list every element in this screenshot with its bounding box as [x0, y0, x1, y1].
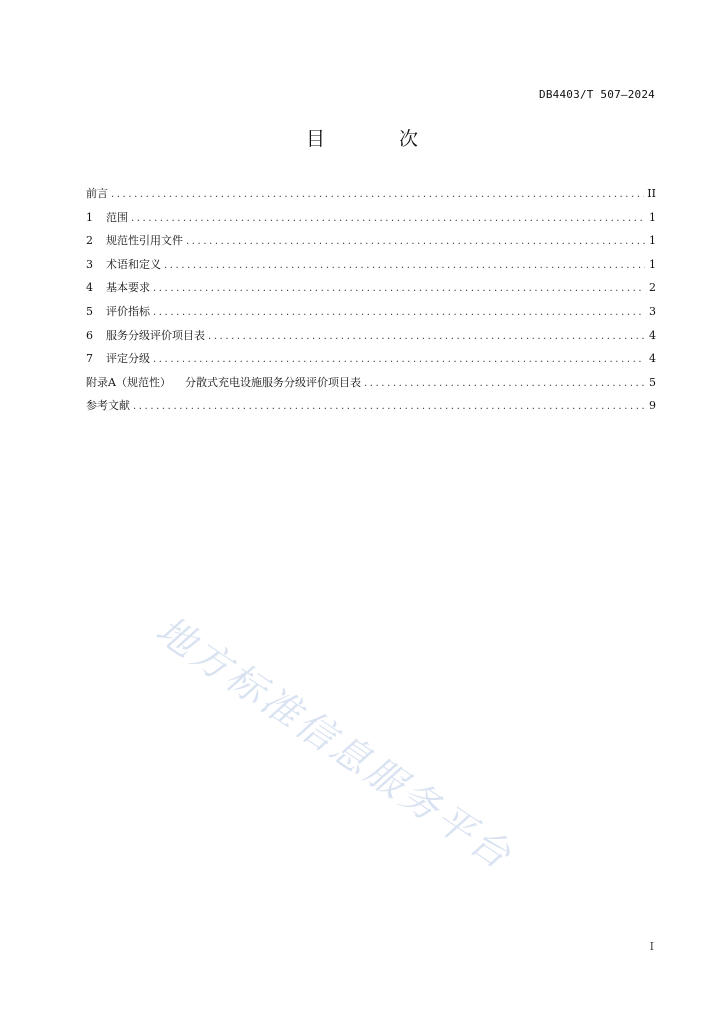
- toc-entry-normative-references[interactable]: [86, 229, 656, 253]
- toc-leader-dots: [153, 301, 645, 325]
- toc-leader-dots: [111, 183, 644, 207]
- table-of-contents: [86, 182, 656, 418]
- toc-entry-label: 评定分级: [106, 352, 150, 366]
- toc-leader-dots: [153, 277, 645, 301]
- toc-entry-page: 1: [649, 234, 656, 248]
- toc-entry-rating-classification[interactable]: [86, 347, 656, 371]
- toc-entry-appendix-a[interactable]: [86, 371, 656, 395]
- toc-entry-number: 6: [86, 328, 93, 342]
- toc-entry-number: 5: [86, 304, 93, 318]
- toc-entry-foreword[interactable]: [86, 182, 656, 206]
- toc-entry-basic-requirements[interactable]: [86, 276, 656, 300]
- toc-entry-page: 4: [649, 352, 656, 366]
- toc-title: 目 次: [305, 128, 453, 150]
- toc-entry-page: 2: [649, 281, 656, 295]
- toc-entry-number: 2: [86, 234, 93, 248]
- toc-entry-page: II: [647, 187, 656, 200]
- toc-entry-page: 1: [649, 257, 656, 271]
- toc-entry-label: 前言: [86, 187, 108, 200]
- toc-entry-number: 7: [86, 352, 93, 366]
- toc-entry-page: 3: [649, 304, 656, 318]
- toc-leader-dots: [186, 230, 645, 254]
- toc-leader-dots: [164, 254, 645, 278]
- toc-leader-dots: [133, 395, 645, 419]
- toc-entry-scope[interactable]: [86, 206, 656, 230]
- toc-entry-number: 3: [86, 257, 93, 271]
- toc-entry-number: 4: [86, 281, 93, 295]
- toc-entry-page: 5: [649, 375, 656, 389]
- toc-entry-number: 1: [86, 210, 93, 224]
- toc-entry-label: 评价指标: [106, 304, 150, 318]
- standard-code: DB4403/T 507—2024: [539, 88, 655, 101]
- toc-entry-label: 服务分级评价项目表: [106, 328, 205, 342]
- toc-entry-label: 范围: [106, 210, 128, 224]
- toc-entry-terms-definitions[interactable]: [86, 253, 656, 277]
- toc-entry-label: 基本要求: [106, 281, 150, 295]
- toc-entry-label: 附录A（规范性）: [86, 375, 171, 389]
- toc-entry-grading-item-table[interactable]: [86, 324, 656, 348]
- toc-entry-page: 4: [649, 328, 656, 342]
- toc-leader-dots: [364, 372, 645, 396]
- toc-entry-evaluation-indicators[interactable]: [86, 300, 656, 324]
- toc-entry-bibliography[interactable]: [86, 394, 656, 418]
- toc-entry-sublabel: 分散式充电设施服务分级评价项目表: [184, 375, 361, 389]
- toc-leader-dots: [208, 325, 645, 349]
- toc-entry-label: 规范性引用文件: [106, 234, 183, 248]
- toc-leader-dots: [131, 207, 645, 231]
- toc-entry-label: 参考文献: [86, 399, 130, 413]
- toc-entry-page: 9: [649, 399, 656, 413]
- toc-entry-label: 术语和定义: [106, 257, 161, 271]
- watermark: 地方标准信息服务平台: [148, 607, 522, 879]
- toc-leader-dots: [153, 348, 645, 372]
- page-number: I: [649, 940, 654, 953]
- toc-entry-page: 1: [649, 210, 656, 224]
